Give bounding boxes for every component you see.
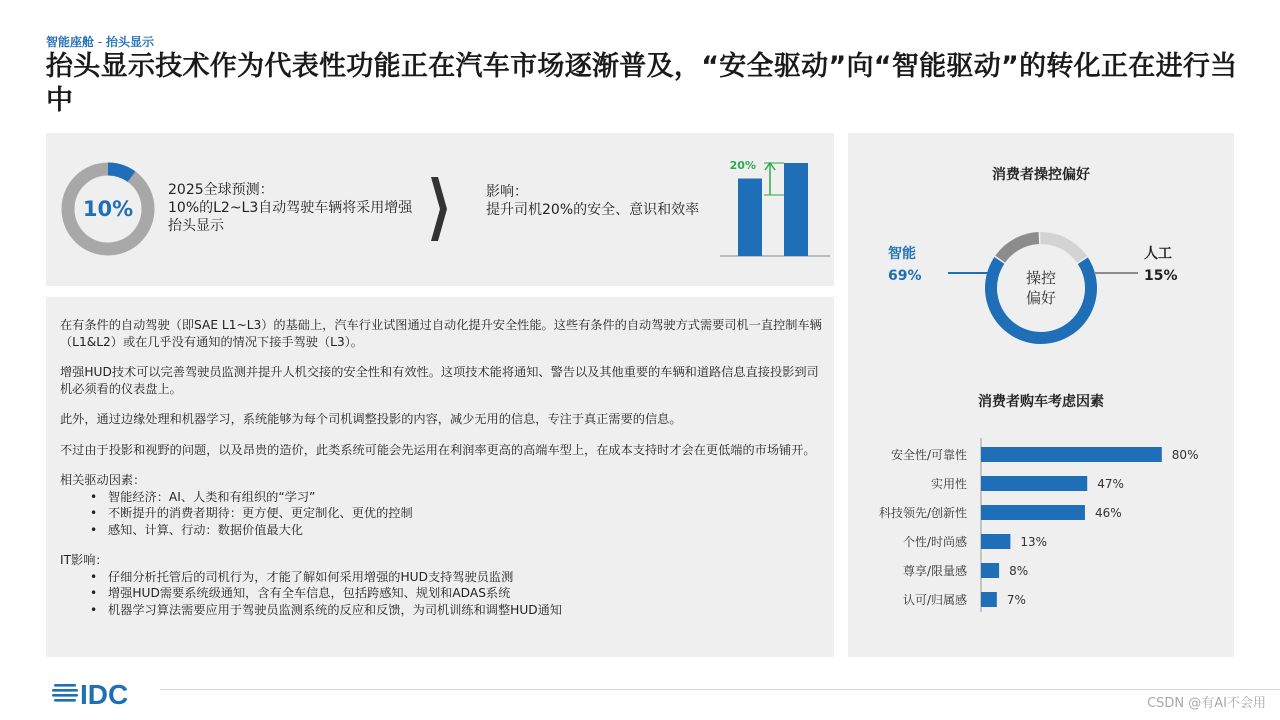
- list-item: • 仔细分析托管后的司机行为，才能了解如何采用增强的HUD支持驾驶员监测: [90, 569, 822, 586]
- list-item: • 不断提升的消费者期待：更方便、更定制化、更优的控制: [90, 505, 822, 522]
- breadcrumb: [46, 33, 154, 50]
- donut-center-line-2: 偏好: [1025, 289, 1056, 307]
- impact-detail: 提升司机20%的安全、意识和效率: [486, 202, 700, 218]
- mini-chart-label: 20%: [729, 159, 756, 172]
- mini-chart-bar-after: [784, 163, 808, 256]
- donut-label-manual-value: 15%: [1144, 268, 1178, 284]
- drivers-group: [60, 472, 822, 538]
- bar: [981, 505, 1085, 520]
- bar-value-label: 47%: [1097, 477, 1124, 491]
- bar-category-label: 尊享/限量感: [902, 564, 967, 578]
- forecast-detail: 10%的L2~L3自动驾驶车辆将采用增强抬头显示: [168, 200, 413, 234]
- bar-chart-title: 消费者购车考虑因素: [978, 394, 1104, 410]
- purchase-factors-bar-chart: [848, 438, 1234, 618]
- chevron-right-icon: [431, 177, 447, 241]
- bar-value-label: 80%: [1171, 448, 1199, 462]
- consumer-charts-panel: [848, 133, 1234, 657]
- bar-category-label: 安全性/可靠性: [890, 448, 967, 462]
- donut-leader-line-manual: [1094, 272, 1138, 274]
- logo-text: IDC: [80, 679, 129, 710]
- bar: [981, 534, 1010, 549]
- it-impact-group: [60, 552, 822, 618]
- donut-label-smart-name: 智能: [888, 246, 916, 262]
- donut-label-smart-value: 69%: [888, 268, 922, 284]
- footer-divider: [160, 689, 1280, 690]
- bar: [981, 447, 1162, 462]
- forecast-heading: 2025全球预测：: [168, 182, 274, 198]
- impact-heading: 影响：: [486, 184, 528, 200]
- body-text-panel: [46, 297, 834, 657]
- bar-value-label: 8%: [1009, 564, 1029, 578]
- paragraph-2: 增强HUD技术可以完善驾驶员监测并提升人机交接的安全性和有效性。这项技术能将通知、警告以及其他重要的车辆和道路信息直接投影到司机必须看的仪表盘上。: [60, 365, 819, 396]
- forecast-ring-value: 10%: [82, 197, 134, 221]
- donut-label-manual: [1144, 243, 1178, 287]
- bar-value-label: 13%: [1020, 535, 1048, 549]
- paragraph-3: 此外，通过边缘处理和机器学习，系统能够为每个司机调整投影的内容，减少无用的信息，专注于真正需要的信息。: [60, 412, 682, 426]
- mini-chart-bar-before: [738, 179, 762, 257]
- donut-center-line-1: 操控: [1025, 269, 1056, 287]
- bar-value-label: 7%: [1006, 593, 1026, 607]
- donut-leader-line-smart: [948, 272, 988, 274]
- donut-center-label: [981, 228, 1101, 348]
- bar: [981, 563, 999, 578]
- list-item: • 智能经济：AI、人类和有组织的“学习”: [90, 489, 822, 506]
- impact-mini-chart: [720, 153, 830, 263]
- bar-category-label: 实用性: [930, 477, 967, 491]
- paragraph-1: 在有条件的自动驾驶（即SAE L1~L3）的基础上，汽车行业试图通过自动化提升安全性能。这些有条件的自动驾驶方式需要司机一直控制车辆（L1&L2）或在几乎没有通知的情况下接手驾驶（L3）。: [60, 318, 822, 349]
- bar-category-label: 认可/归属感: [902, 593, 967, 607]
- forecast-text: [168, 181, 418, 235]
- bar-category-label: 科技领先/创新性: [878, 506, 967, 520]
- paragraph-4: 不过由于投影和视野的问题，以及昂贵的造价，此类系统可能会先运用在利润率更高的高端车型上，在成本支持时才会在更低端的市场铺开。: [60, 442, 816, 457]
- watermark: CSDN @有AI不会用: [1147, 696, 1266, 711]
- drivers-list: [90, 489, 822, 539]
- idc-logo: [52, 676, 152, 710]
- breadcrumb-separator: -: [94, 35, 106, 49]
- bar: [981, 592, 997, 607]
- drivers-heading: 相关驱动因素：: [60, 473, 146, 487]
- forecast-ring: [60, 161, 156, 257]
- body-text: [60, 317, 822, 632]
- list-item: • 增强HUD需要系统级通知，含有全车信息，包括跨感知、规划和ADAS系统: [90, 585, 822, 602]
- list-item: • 感知、计算、行动：数据价值最大化: [90, 522, 822, 539]
- breadcrumb-section: 智能座舱: [46, 35, 95, 49]
- donut-chart-title: 消费者操控偏好: [992, 167, 1090, 183]
- bar-category-label: 个性/时尚感: [902, 535, 967, 549]
- page-title: 抬头显示技术作为代表性功能正在汽车市场逐渐普及，“安全驱动”向“智能驱动”的转化正在进行当中: [46, 51, 1238, 116]
- bar: [981, 476, 1087, 491]
- impact-text: [486, 183, 736, 219]
- list-item: • 机器学习算法需要应用于驾驶员监测系统的反应和反馈，为司机训练和调整HUD通知: [90, 602, 822, 619]
- bar-value-label: 46%: [1094, 506, 1122, 520]
- donut-label-manual-name: 人工: [1144, 246, 1172, 262]
- it-impact-heading: IT影响：: [60, 553, 108, 567]
- donut-label-smart: [888, 243, 922, 287]
- breadcrumb-page: 抬头显示: [105, 35, 154, 49]
- forecast-panel: [46, 133, 834, 286]
- it-impact-list: [90, 569, 822, 619]
